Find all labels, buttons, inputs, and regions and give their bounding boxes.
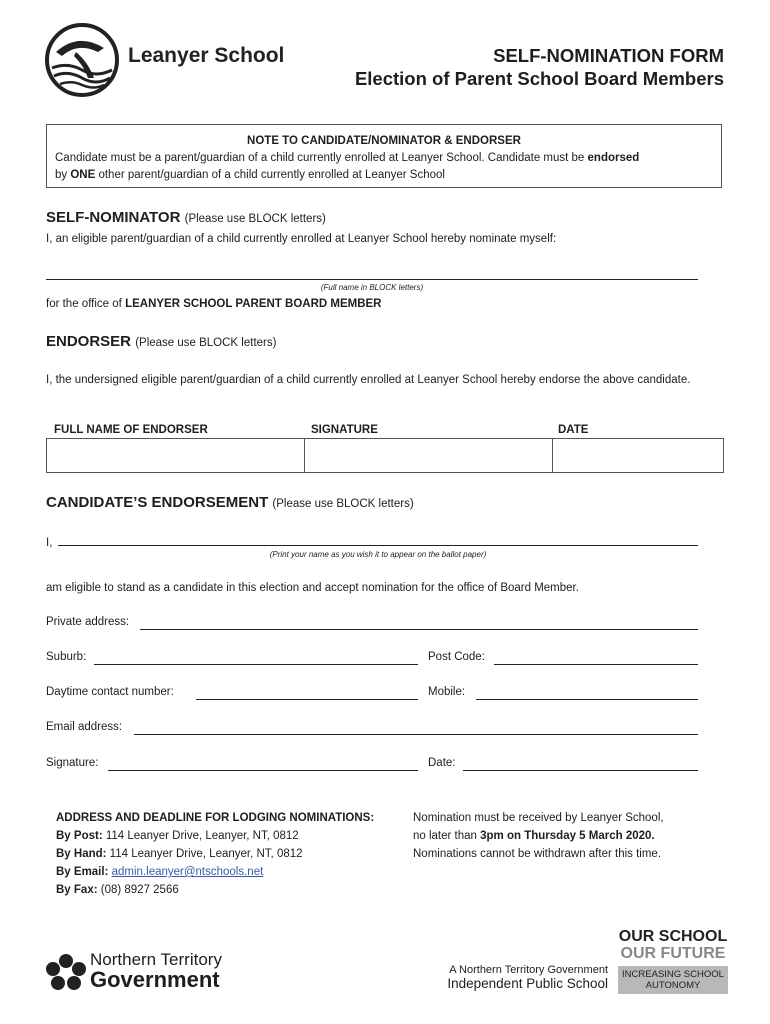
col-signature: SIGNATURE	[311, 424, 378, 436]
private-address-label: Private address:	[46, 616, 130, 628]
note-text-1: Candidate must be a parent/guardian of a child currently enrolled at Leanyer School. Candidate must be	[55, 152, 588, 164]
lodging-address-block	[56, 809, 396, 899]
fax-value: (08) 8927 2566	[97, 884, 179, 896]
date-label: Date:	[428, 757, 456, 769]
note-text-2: by	[55, 169, 71, 181]
endorser-statement: I, the undersigned eligible parent/guardian of a child currently enrolled at Leanyer School hereby endorse the above candidate.	[46, 374, 691, 386]
note-box	[46, 124, 722, 188]
our-future-text: OUR FUTURE	[620, 945, 726, 962]
col-date: DATE	[558, 424, 589, 436]
signature-line[interactable]	[108, 770, 418, 771]
email-label: Email address:	[46, 721, 123, 733]
nt-government-text	[90, 950, 222, 990]
note-bold-1: endorsed	[587, 152, 640, 164]
note-heading: NOTE TO CANDIDATE/NOMINATOR & ENDORSER	[247, 135, 521, 147]
fax-label: By Fax:	[56, 884, 98, 896]
form-subtitle: Election of Parent School Board Members	[354, 68, 724, 89]
signature-label: Signature:	[46, 757, 99, 769]
date-line[interactable]	[463, 770, 698, 771]
endorser-date-cell[interactable]	[553, 439, 723, 472]
autonomy-line-2: AUTONOMY	[645, 980, 701, 991]
deadline-line-3: Nominations cannot be withdrawn after this time.	[413, 848, 662, 860]
endorser-heading	[46, 333, 276, 350]
self-nominator-title: SELF-NOMINATOR	[46, 209, 181, 226]
note-text	[55, 150, 713, 184]
lodging-heading: ADDRESS AND DEADLINE FOR LODGING NOMINATIONS:	[56, 812, 375, 824]
post-code-line[interactable]	[494, 664, 698, 665]
flower-icon	[46, 953, 86, 991]
col-full-name-endorser: FULL NAME OF ENDORSER	[54, 424, 208, 436]
school-name: Leanyer School	[128, 44, 285, 67]
mobile-line[interactable]	[476, 699, 698, 700]
candidate-statement: am eligible to stand as a candidate in this election and accept nomination for the office of Board Member.	[46, 582, 579, 594]
note-text-3: other parent/guardian of a child currently enrolled at Leanyer School	[95, 169, 445, 181]
note-bold-2: ONE	[70, 169, 96, 181]
email-line[interactable]	[134, 734, 698, 735]
candidate-title: CANDIDATE’S ENDORSEMENT	[46, 494, 269, 511]
full-name-line[interactable]	[46, 279, 698, 280]
self-nominator-hint: (Please use BLOCK letters)	[184, 213, 326, 225]
deadline-line-1: Nomination must be received by Leanyer School,	[413, 812, 664, 824]
hand-value: 114 Leanyer Drive, Leanyer, NT, 0812	[106, 848, 303, 860]
private-address-line[interactable]	[140, 629, 698, 630]
school-crest-icon	[38, 22, 128, 98]
endorser-hint: (Please use BLOCK letters)	[135, 337, 277, 349]
our-school-badge	[618, 928, 728, 994]
candidate-name-line[interactable]	[58, 545, 698, 546]
daytime-contact-label: Daytime contact number:	[46, 686, 174, 698]
autonomy-box	[618, 966, 728, 994]
suburb-line[interactable]	[94, 664, 418, 665]
candidate-name-hint: (Print your name as you wish it to appear on the ballot paper)	[269, 550, 487, 559]
endorser-signature-cell[interactable]	[305, 439, 553, 472]
ips-line-1: A Northern Territory Government	[449, 964, 608, 976]
candidate-hint: (Please use BLOCK letters)	[272, 498, 414, 510]
suburb-label: Suburb:	[46, 651, 87, 663]
endorser-title: ENDORSER	[46, 333, 132, 350]
nt-gov-line-2: Government	[90, 967, 220, 992]
form-title: SELF-NOMINATION FORM	[493, 45, 724, 66]
hand-label: By Hand:	[56, 848, 107, 860]
candidate-heading	[46, 494, 414, 511]
office-title: LEANYER SCHOOL PARENT BOARD MEMBER	[125, 298, 382, 310]
post-label: By Post:	[56, 830, 103, 842]
our-school-text: OUR SCHOOL	[618, 928, 728, 945]
deadline-block	[413, 809, 723, 863]
ips-text	[428, 964, 608, 991]
email-lodging-label: By Email:	[56, 866, 109, 878]
deadline-line-2: no later than	[413, 830, 481, 842]
post-value: 114 Leanyer Drive, Leanyer, NT, 0812	[102, 830, 299, 842]
ips-line-2: Independent Public School	[447, 976, 608, 991]
deadline-date: 3pm on Thursday 5 March 2020.	[480, 830, 655, 842]
office-line	[46, 295, 381, 313]
endorser-name-cell[interactable]	[47, 439, 305, 472]
mobile-label: Mobile:	[428, 686, 466, 698]
form-title-block	[355, 44, 724, 90]
self-nominator-statement: I, an eligible parent/guardian of a child currently enrolled at Leanyer School hereby nominate myself:	[46, 233, 557, 245]
post-code-label: Post Code:	[428, 651, 485, 663]
full-name-hint: (Full name in BLOCK letters)	[320, 283, 424, 292]
self-nominator-heading	[46, 209, 326, 226]
endorser-table	[46, 438, 724, 473]
nt-gov-line-1: Northern Territory	[90, 950, 222, 969]
email-link[interactable]: admin.leanyer@ntschools.net	[111, 866, 264, 878]
autonomy-line-1: INCREASING SCHOOL	[622, 969, 724, 980]
office-prefix: for the office of	[46, 298, 126, 310]
candidate-i-prefix: I,	[46, 537, 53, 549]
nt-government-logo	[46, 953, 86, 996]
daytime-contact-line[interactable]	[196, 699, 418, 700]
